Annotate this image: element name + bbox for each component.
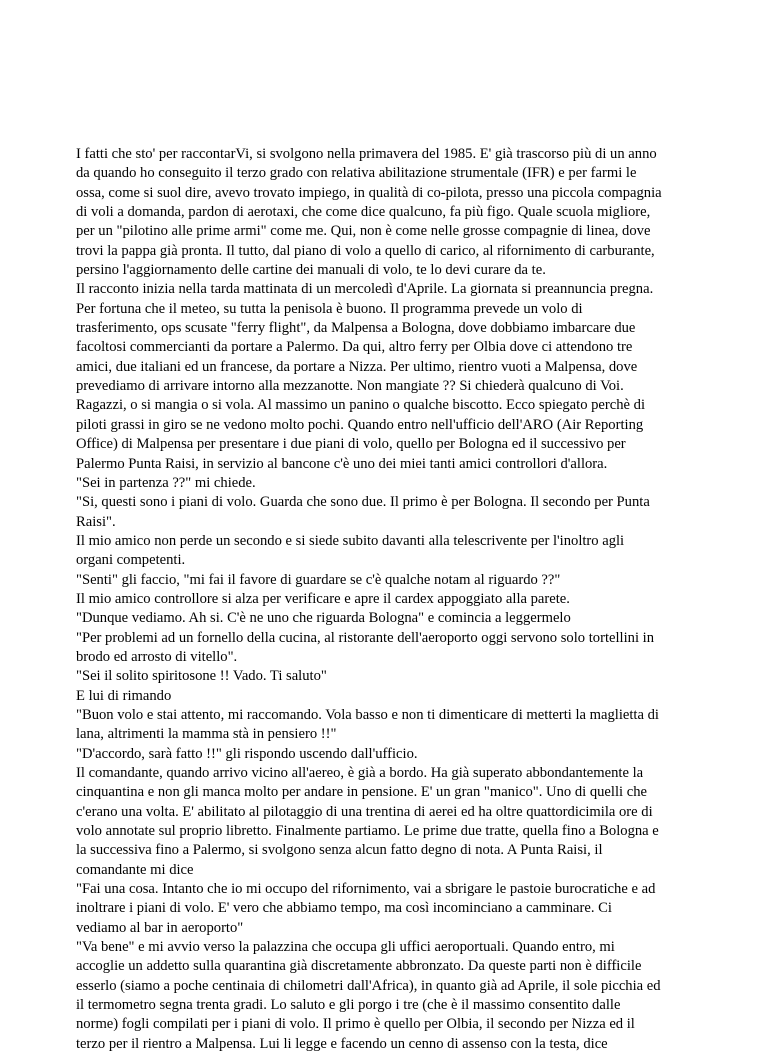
text-line: da quando ho conseguito il terzo grado con relativa abilitazione strumentale (IFR) e per farmi le [76, 165, 637, 182]
text-line: prevediamo di arrivare intorno alla mezzanotte. Non mangiate ?? Si chiederà qualcuno di Voi. [76, 378, 624, 395]
text-line: il termometro segna trenta gradi. Lo saluto e gli porgo i tre (che è il massimo consentito dalle [76, 997, 621, 1014]
text-line: inoltrare i piani di volo. E' vero che abbiamo tempo, ma così incominciano a camminare. Ci [76, 900, 612, 917]
text-line: Palermo Punta Raisi, in servizio al bancone c'è uno dei miei tanti amici controllori d'allora. [76, 455, 608, 472]
text-line: organi competenti. [76, 552, 186, 569]
text-line: terzo per il rientro a Malpensa. Lui li legge e facendo un cenno di assenso con la testa, dice [76, 1035, 608, 1052]
text-line: Il racconto inizia nella tarda mattinata di un mercoledì d'Aprile. La giornata si preannuncia pregna. [76, 281, 654, 298]
text-line: ossa, come si suol dire, avevo trovato impiego, in qualità di co-pilota, presso una piccola compagnia [76, 184, 662, 201]
text-line: "Sei il solito spiritosone !! Vado. Ti saluto" [76, 668, 327, 685]
text-line: Il mio amico controllore si alza per verificare e apre il cardex appoggiato alla parete. [76, 590, 570, 607]
text-line: "Dunque vediamo. Ah si. C'è ne uno che riguarda Bologna" e comincia a leggermelo [76, 610, 571, 627]
text-line: Ragazzi, o si mangia o si vola. Al massimo un panino o qualche biscotto. Ecco spiegato perchè di [76, 397, 646, 414]
text-line: lana, altrimenti la mamma stà in pensiero !!" [76, 726, 337, 743]
text-line: piloti grassi in giro se ne vedono molto pochi. Quando entro nell'ufficio dell'ARO (Air Reporting [76, 416, 644, 433]
text-line: "Si, questi sono i piani di volo. Guarda che sono due. Il primo è per Bologna. Il secondo per Punta [76, 494, 650, 511]
text-line: "D'accordo, sarà fatto !!" gli rispondo uscendo dall'ufficio. [76, 745, 418, 762]
text-line: Office) di Malpensa per presentare i due piani di volo, quello per Bologna ed il successivo per [76, 436, 626, 453]
text-line: "Senti" gli faccio, "mi fai il favore di guardare se c'è qualche notam al riguardo ??" [76, 571, 561, 588]
text-line: "Per problemi ad un fornello della cucina, al ristorante dell'aeroporto oggi servono solo tortellini in [76, 629, 654, 646]
text-line: brodo ed arrosto di vitello". [76, 648, 238, 665]
text-line: amici, due italiani ed un francese, da portare a Nizza. Per ultimo, rientro vuoti a Malpensa, dove [76, 358, 638, 375]
text-line: "Va bene" e mi avvio verso la palazzina che occupa gli uffici aeroportuali. Quando entro, mi [76, 939, 615, 956]
text-line: trovi la pappa già pronta. Il tutto, dal piano di volo a quello di carico, al rifornimento di carburante, [76, 242, 655, 259]
text-line: Il mio amico non perde un secondo e si siede subito davanti alla telescrivente per l'inoltro agli [76, 532, 625, 549]
text-line: comandante mi dice [76, 861, 194, 878]
text-line: Per fortuna che il meteo, su tutta la penisola è buono. Il programma prevede un volo di [76, 300, 583, 317]
text-line: la successiva fino a Palermo, si svolgono senza alcun fatto degno di nota. A Punta Raisi, il [76, 842, 603, 859]
text-line: I fatti che sto' per raccontarVi, si svolgono nella primavera del 1985. E' già trascorso più di un anno [76, 146, 657, 162]
text-line: norme) fogli compilati per i piani di volo. Il primo è quello per Olbia, il secondo per Nizza ed il [76, 1016, 635, 1033]
text-line: Il comandante, quando arrivo vicino all'aereo, è già a bordo. Ha già superato abbondantemente la [76, 765, 644, 781]
text-line: facoltosi commercianti da portare a Palermo. Da qui, altro ferry per Olbia dove ci attendono tre [76, 339, 633, 356]
text-line: di voli a domanda, pardon di aerotaxi, che come dice qualcuno, fa più figo. Quale scuola migliore, [76, 204, 651, 221]
text-line: Raisi". [76, 513, 116, 530]
story-text [76, 145, 716, 1054]
text-line: "Sei in partenza ??" mi chiede. [76, 474, 256, 491]
text-line: "Fai una cosa. Intanto che io mi occupo del rifornimento, vai a sbrigare le pastoie burocratiche e ad [76, 881, 656, 898]
text-line: c'erano una volta. E' abilitato al pilotaggio di una trentina di aerei ed ha oltre quattordicimila ore di [76, 803, 653, 820]
text-line: accoglie un addetto sulla quarantina già discretamente abbronzato. Da queste parti non è difficile [76, 958, 642, 975]
text-line: per un "pilotino alle prime armi" come me. Qui, non è come nelle grosse compagnie di linea, dove [76, 223, 651, 240]
text-line: vediamo al bar in aeroporto" [76, 919, 244, 936]
text-line: trasferimento, ops scusate "ferry flight", da Malpensa a Bologna, dove dobbiamo imbarcare due [76, 320, 636, 337]
text-line: E lui di rimando [76, 687, 172, 704]
text-line: "Buon volo e stai attento, mi raccomando. Vola basso e non ti dimenticare di metterti la maglietta di [76, 706, 659, 723]
text-line: persino l'aggiornamento delle cartine dei manuali di volo, te lo devi curare da te. [76, 262, 546, 279]
text-line: cinquantina e non gli manca molto per andare in pensione. E' un gran "manico". Uno di quelli che [76, 784, 647, 801]
text-line: esserlo (siamo a poche centinaia di chilometri dall'Africa), in quanto già ad Aprile, il sole picchia ed [76, 977, 661, 994]
text-line: volo annotate sul proprio libretto. Finalmente partiamo. Le prime due tratte, quella fino a Bologna e [76, 823, 659, 840]
